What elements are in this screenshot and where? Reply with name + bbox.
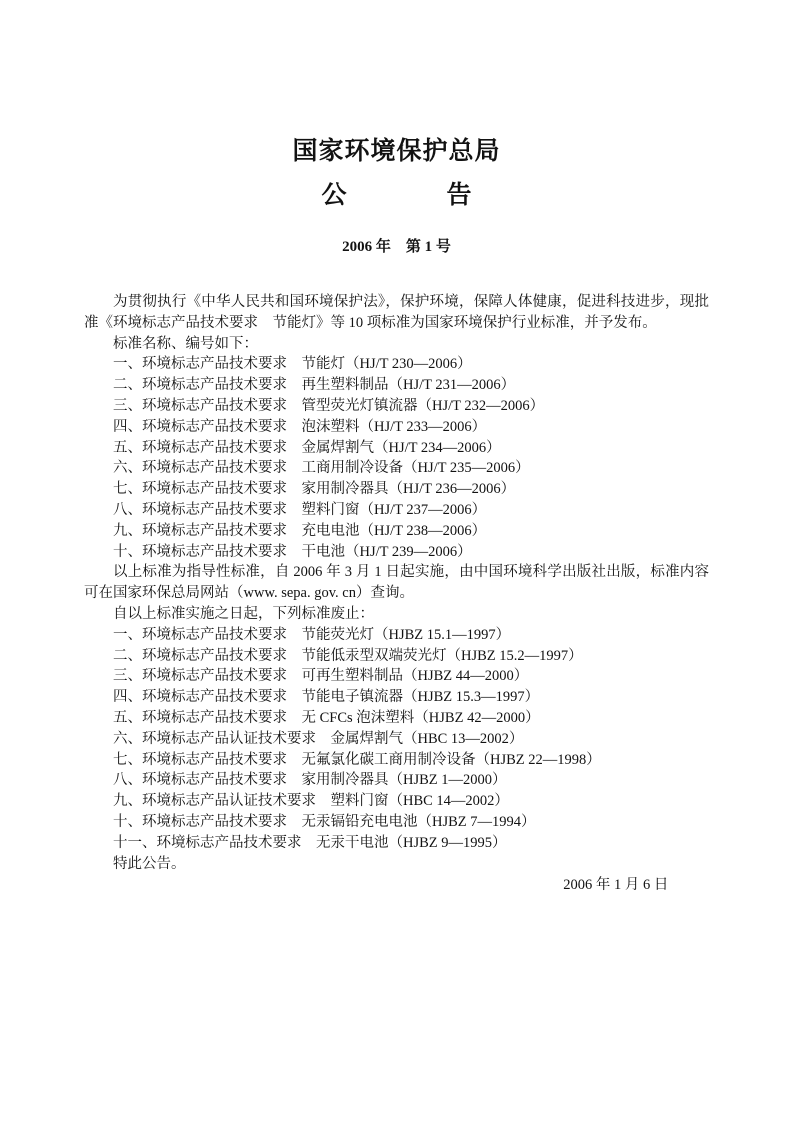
new-standard-item: 三、环境标志产品技术要求 管型荧光灯镇流器（HJ/T 232—2006）: [113, 397, 545, 414]
abolished-standard-item: 十、环境标志产品技术要求 无汞镉铅充电电池（HJBZ 7—1994）: [113, 813, 536, 830]
new-standard-item: 六、环境标志产品技术要求 工商用制冷设备（HJ/T 235—2006）: [113, 460, 530, 477]
agency-title: 国家环境保护总局: [292, 138, 501, 165]
abolished-standard-item: 四、环境标志产品技术要求 节能电子镇流器（HJBZ 15.3—1997）: [113, 689, 540, 706]
new-standard-item: 二、环境标志产品技术要求 再生塑料制品（HJ/T 231—2006）: [113, 377, 516, 394]
abolished-standard-item: 八、环境标志产品技术要求 家用制冷器具（HJBZ 1—2000）: [113, 772, 507, 789]
issue-date: 2006 年 1 月 6 日: [563, 877, 669, 894]
new-standards-list: [84, 354, 709, 562]
new-standard-item: 四、环境标志产品技术要求 泡沫塑料（HJ/T 233—2006）: [113, 418, 487, 435]
new-standard-item: 五、环境标志产品技术要求 金属焊割气（HJ/T 234—2006）: [113, 439, 501, 456]
abolished-standards-list: [84, 625, 709, 854]
abolished-standard-item: 五、环境标志产品技术要求 无 CFCs 泡沫塑料（HJBZ 42—2000）: [113, 709, 540, 726]
abolished-standard-item: 六、环境标志产品认证技术要求 金属焊割气（HBC 13—2002）: [113, 730, 524, 747]
abolished-standard-item: 三、环境标志产品技术要求 可再生塑料制品（HJBZ 44—2000）: [113, 668, 529, 685]
abolished-standard-item: 一、环境标志产品技术要求 节能荧光灯（HJBZ 15.1—1997）: [113, 626, 511, 643]
abolish-intro: 自以上标准实施之日起，下列标准废止：: [113, 605, 374, 622]
intro-paragraph: 为贯彻执行《中华人民共和国环境保护法》，保护环境，保障人体健康，促进科技进步，现批准《环境标志产品技术要求 节能灯》等 10 项标准为国家环境保护行业标准，并予发布。: [84, 294, 709, 331]
doc-type-title: 公 告: [321, 182, 472, 209]
closing-statement: 特此公告。: [113, 855, 186, 872]
abolished-standard-item: 十一、环境标志产品技术要求 无汞干电池（HJBZ 9—1995）: [113, 834, 507, 851]
abolished-standard-item: 七、环境标志产品技术要求 无氟氯化碳工商用制冷设备（HJBZ 22—1998）: [113, 751, 601, 768]
new-standard-item: 八、环境标志产品技术要求 塑料门窗（HJ/T 237—2006）: [113, 501, 487, 518]
document-body: [84, 292, 709, 896]
implementation-paragraph: 以上标准为指导性标准，自 2006 年 3 月 1 日起实施，由中国环境科学出版社出版，标准内容可在国家环保总局网站（www. sepa. gov. cn）查询。: [84, 564, 709, 602]
new-standard-item: 七、环境标志产品技术要求 家用制冷器具（HJ/T 236—2006）: [113, 481, 516, 498]
new-standard-item: 十、环境标志产品技术要求 干电池（HJ/T 239—2006）: [113, 543, 472, 560]
standards-intro: 标准名称、编号如下：: [113, 335, 258, 352]
abolished-standard-item: 二、环境标志产品技术要求 节能低汞型双端荧光灯（HJBZ 15.2—1997）: [113, 647, 583, 664]
new-standard-item: 一、环境标志产品技术要求 节能灯（HJ/T 230—2006）: [113, 356, 472, 373]
new-standard-item: 九、环境标志产品技术要求 充电电池（HJ/T 238—2006）: [113, 522, 487, 539]
abolished-standard-item: 九、环境标志产品认证技术要求 塑料门窗（HBC 14—2002）: [113, 793, 509, 810]
issue-number: 2006 年 第 1 号: [342, 239, 451, 255]
